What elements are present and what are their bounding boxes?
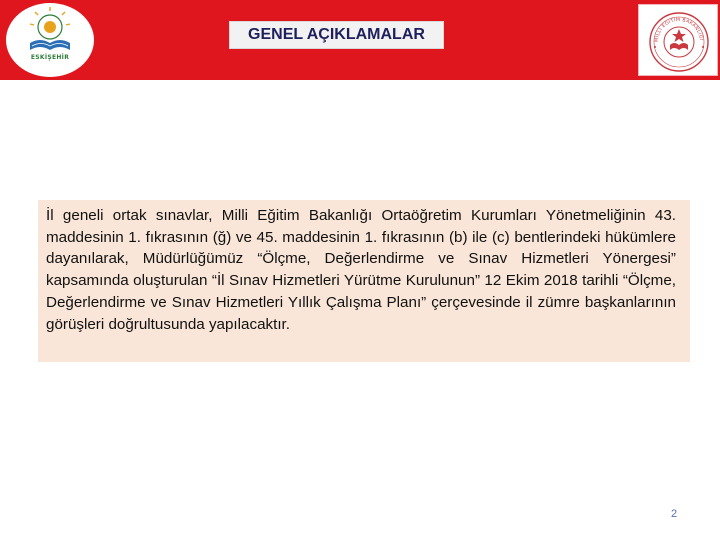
eskisehir-logo	[6, 3, 94, 77]
content-box	[38, 200, 690, 362]
page-title: GENEL AÇIKLAMALAR	[248, 26, 425, 43]
logo-left-text: ESKİŞEHİR	[30, 54, 70, 61]
header-band	[0, 0, 720, 80]
content-paragraph: İl geneli ortak sınavlar, Milli Eğitim Bakanlığı Ortaöğretim Kurumları Yönetmeliğinin 43. maddesinin 1. fıkrasının (ğ) ve 45. maddesinin 1. fıkrasının (b) ile (c) bentlerindeki hükümlere dayanılarak, Müdürlüğümüz “Ölçme, Değerlendirme ve Sınav Hizmetleri Yönergesi” kapsamında oluşturulan “İl Sınav Hizmetleri Yürütme Kurulunun” 12 Ekim 2018 tarihli “Ölçme, Değerlendirme ve Sınav Hizmetleri Yıllık Çalışma Planı” çerçevesinde il zümre başkanlarının görüşleri doğrultusunda yapılacaktır.	[46, 207, 676, 333]
page-number: 2	[670, 508, 678, 520]
svg-text:MİLLÎ EĞİTİM BAKANLIĞI: MİLLÎ EĞİTİM BAKANLIĞI	[654, 17, 703, 43]
book-emblem-icon	[6, 3, 94, 77]
ministry-logo	[638, 4, 718, 76]
ministry-seal-icon	[639, 5, 719, 77]
title-box	[229, 21, 444, 49]
